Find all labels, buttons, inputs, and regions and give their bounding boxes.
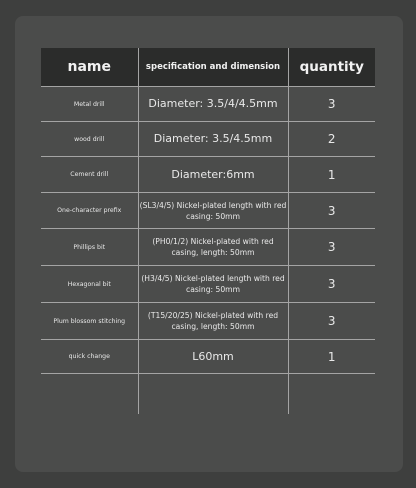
row-spec: Diameter:6mm (138, 157, 288, 193)
row-quantity: 3 (288, 229, 375, 266)
row-name: Plum blossom stitching (41, 303, 138, 340)
header-name: name (41, 48, 138, 87)
table-row (41, 193, 375, 229)
empty-cell (41, 374, 138, 414)
table-row (41, 266, 375, 303)
row-name: Metal drill (41, 87, 138, 122)
row-quantity: 1 (288, 340, 375, 374)
row-spec: L60mm (138, 340, 288, 374)
table-row (41, 157, 375, 193)
row-quantity: 3 (288, 266, 375, 303)
empty-cell (138, 374, 288, 414)
row-spec: (PH0/1/2) Nickel-plated with red casing, length: 50mm (138, 229, 288, 266)
row-name: Phillips bit (41, 229, 138, 266)
row-name: One-character prefix (41, 193, 138, 229)
header-spec: specification and dimension (138, 48, 288, 87)
header-quantity: quantity (288, 48, 375, 87)
row-spec: (SL3/4/5) Nickel-plated length with red casing: 50mm (138, 193, 288, 229)
row-quantity: 1 (288, 157, 375, 193)
table-row (41, 340, 375, 374)
row-spec: (H3/4/5) Nickel-plated length with red casing: 50mm (138, 266, 288, 303)
row-spec: (T15/20/25) Nickel-plated with red casing, length: 50mm (138, 303, 288, 340)
row-quantity: 3 (288, 193, 375, 229)
row-name: Cement drill (41, 157, 138, 193)
row-quantity: 2 (288, 122, 375, 157)
row-spec: Diameter: 3.5/4.5mm (138, 122, 288, 157)
spec-table (41, 48, 375, 414)
row-spec: Diameter: 3.5/4/4.5mm (138, 87, 288, 122)
row-quantity: 3 (288, 87, 375, 122)
header-row (41, 48, 375, 87)
empty-cell (288, 374, 375, 414)
empty-row (41, 374, 375, 414)
row-quantity: 3 (288, 303, 375, 340)
table-row (41, 122, 375, 157)
row-name: wood drill (41, 122, 138, 157)
table-row (41, 229, 375, 266)
table-row (41, 303, 375, 340)
row-name: quick change (41, 340, 138, 374)
table-row (41, 87, 375, 122)
row-name: Hexagonal bit (41, 266, 138, 303)
